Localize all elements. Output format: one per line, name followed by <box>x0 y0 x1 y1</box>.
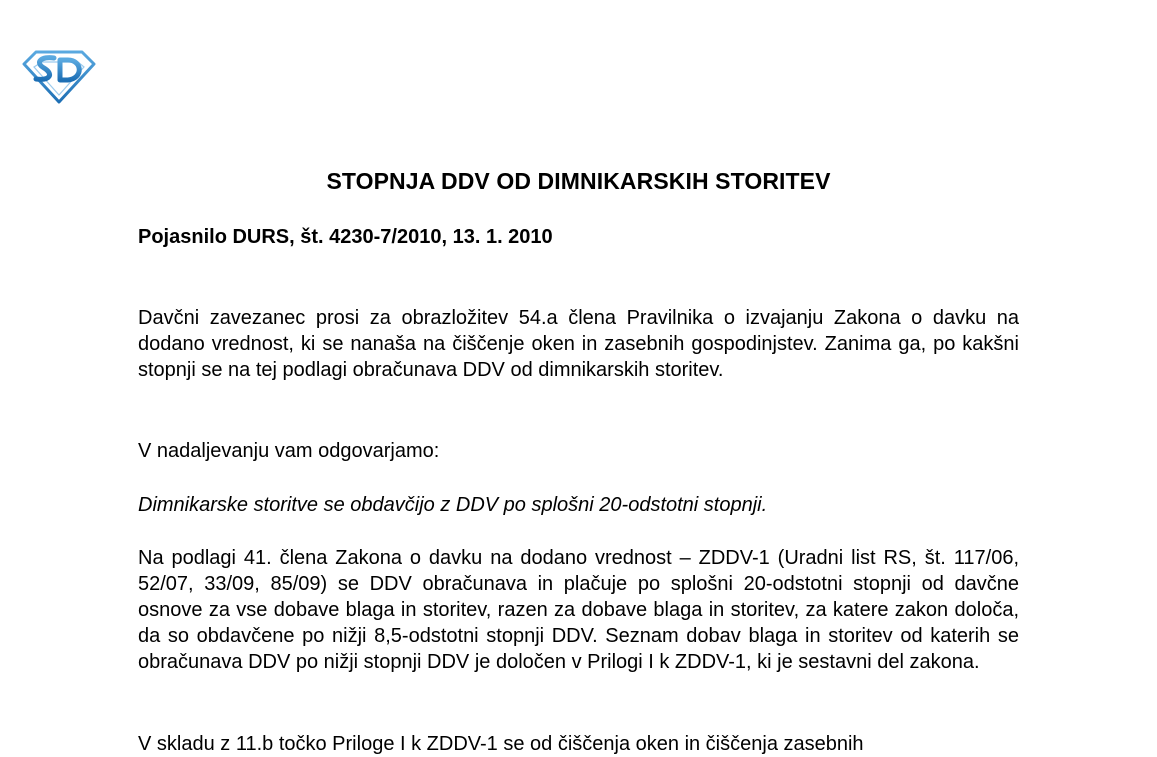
company-logo <box>22 48 96 104</box>
paragraph-reply-intro: V nadaljevanju vam odgovarjamo: <box>138 440 440 462</box>
paragraph-continuation: V skladu z 11.b točko Priloge I k ZDDV-1 se od čiščenja oken in čiščenja zasebnih <box>138 733 864 755</box>
document-title: STOPNJA DDV OD DIMNIKARSKIH STORITEV <box>326 168 831 194</box>
document-subtitle: Pojasnilo DURS, št. 4230-7/2010, 13. 1. 2010 <box>138 226 553 248</box>
paragraph-answer-summary: Dimnikarske storitve se obdavčijo z DDV po splošni 20-odstotni stopnji. <box>138 494 768 516</box>
paragraph-question: Davčni zavezanec prosi za obrazložitev 54.a člena Pravilnika o izvajanju Zakona o davku na dodano vrednost, ki se nanaša na čiščenje oken in zasebnih gospodinjstev. Zanima ga, po kakšni stopnji se na tej podlagi obračunava DDV od dimnikarskih storitev. <box>138 307 1019 381</box>
paragraph-legal-basis: Na podlagi 41. člena Zakona o davku na dodano vrednost – ZDDV-1 (Uradni list RS, št. 117/06, 52/07, 33/09, 85/09) se DDV obračunava in plačuje po splošni 20-odstotni stopnji od davčne osnove za vse dobave blaga in storitev, razen za dobave blaga in storitev, za katere zakon določa, da so obdavčene po nižji 8,5-odstotni stopnji DDV. Seznam dobav blaga in storitev od katerih se obračunava DDV po nižji stopnji DDV je določen v Prilogi I k ZDDV-1, ki je sestavni del zakona. <box>138 547 1019 673</box>
